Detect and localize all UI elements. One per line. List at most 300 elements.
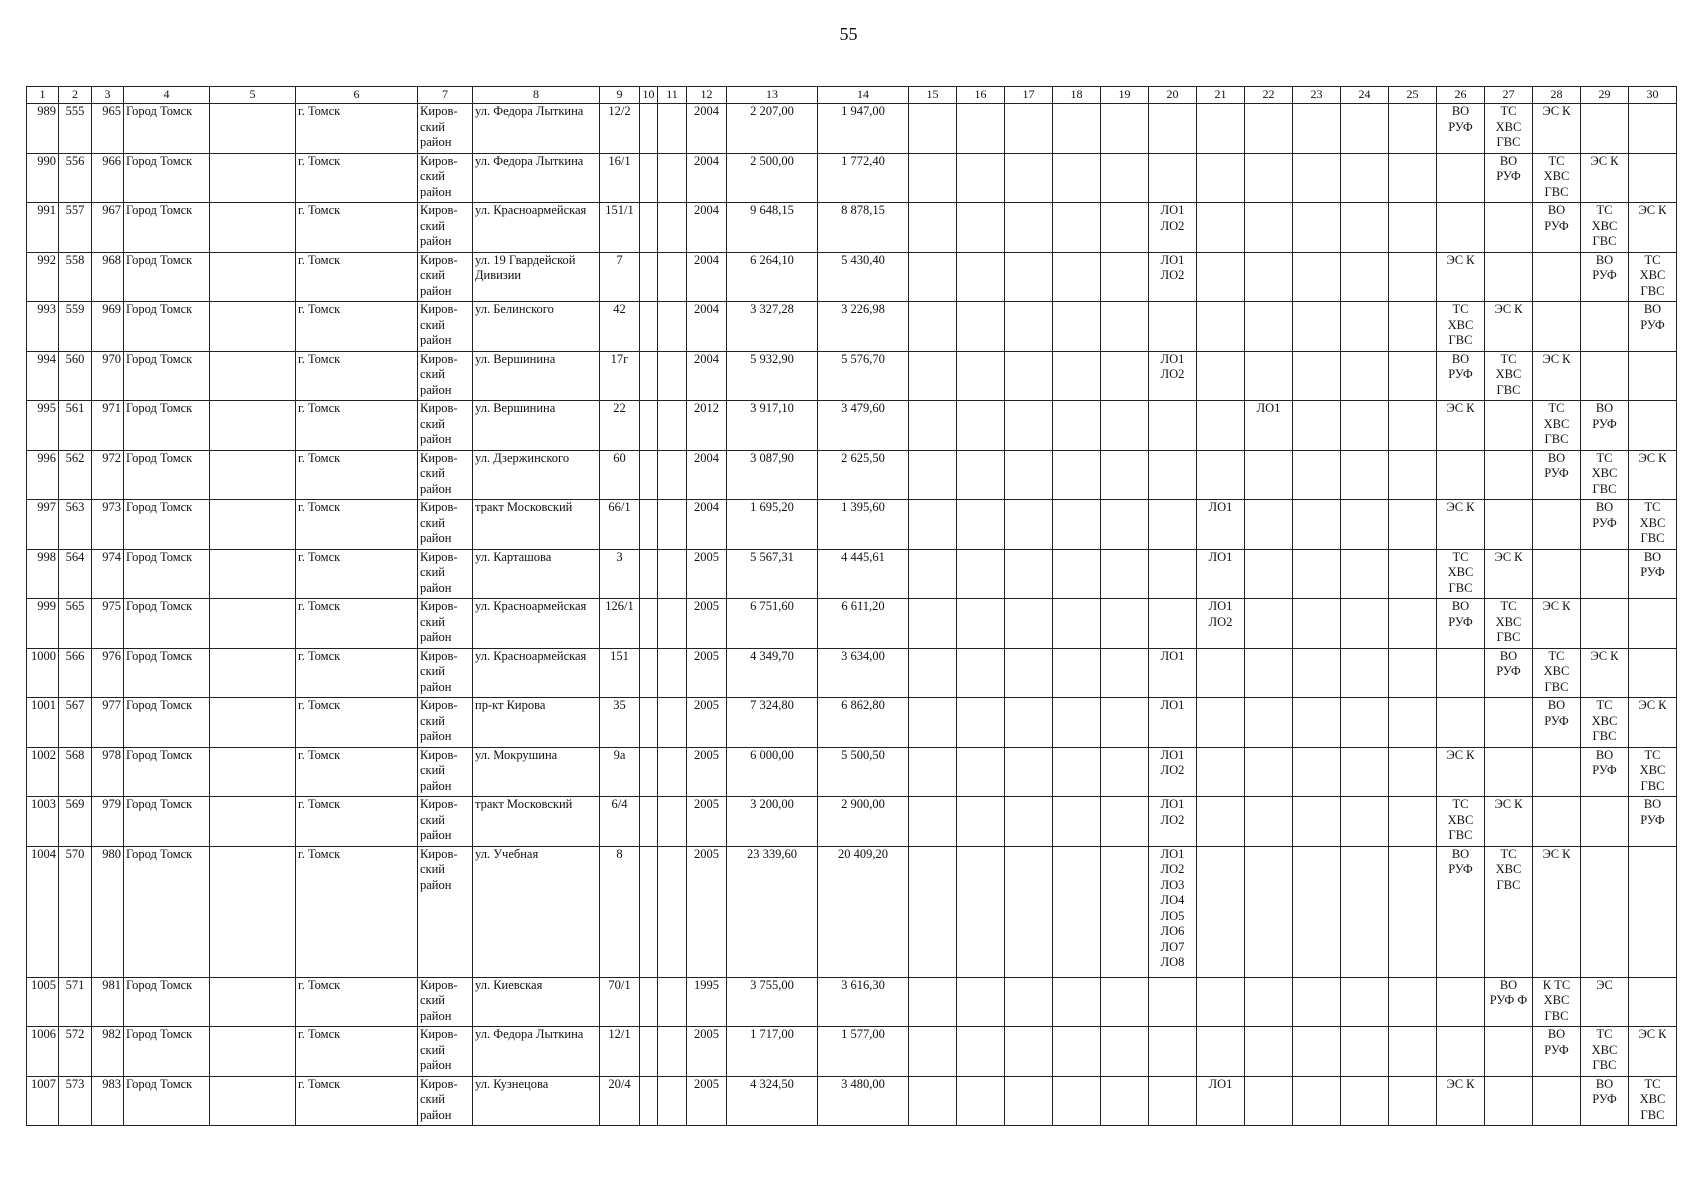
- cell-col-17: [1005, 500, 1053, 550]
- cell-col-10: [640, 648, 658, 698]
- cell-col-30: ТС ХВС ГВС: [1629, 1076, 1677, 1126]
- cell-col-23: [1293, 599, 1341, 649]
- cell-col-4: Город Томск: [124, 302, 210, 352]
- cell-col-10: [640, 1027, 658, 1077]
- cell-col-30: ТС ХВС ГВС: [1629, 252, 1677, 302]
- cell-col-19: [1101, 846, 1149, 977]
- cell-col-20: ЛО1 ЛО2: [1149, 252, 1197, 302]
- cell-col-19: [1101, 203, 1149, 253]
- cell-col-26: ВО РУФ: [1437, 599, 1485, 649]
- cell-col-27: ЭС К: [1485, 302, 1533, 352]
- cell-col-11: [658, 252, 687, 302]
- cell-col-15: [909, 1076, 957, 1126]
- cell-col-16: [957, 401, 1005, 451]
- column-header-18: 18: [1053, 87, 1101, 104]
- cell-col-27: [1485, 450, 1533, 500]
- cell-col-25: [1389, 846, 1437, 977]
- cell-col-5: [210, 203, 296, 253]
- cell-col-1: 990: [27, 153, 59, 203]
- cell-col-20: [1149, 401, 1197, 451]
- cell-col-4: Город Томск: [124, 599, 210, 649]
- cell-col-28: [1533, 252, 1581, 302]
- cell-col-25: [1389, 450, 1437, 500]
- cell-col-24: [1341, 977, 1389, 1027]
- cell-col-7: Киров- ский район: [418, 797, 473, 847]
- column-header-8: 8: [473, 87, 600, 104]
- cell-col-23: [1293, 203, 1341, 253]
- cell-col-24: [1341, 747, 1389, 797]
- cell-col-9: 35: [600, 698, 640, 748]
- cell-col-23: [1293, 648, 1341, 698]
- cell-col-1: 997: [27, 500, 59, 550]
- cell-col-3: 977: [92, 698, 124, 748]
- cell-col-11: [658, 1076, 687, 1126]
- cell-col-11: [658, 977, 687, 1027]
- cell-col-8: ул. Дзержинского: [473, 450, 600, 500]
- cell-col-29: [1581, 599, 1629, 649]
- cell-col-15: [909, 500, 957, 550]
- cell-col-30: ВО РУФ: [1629, 549, 1677, 599]
- cell-col-21: [1197, 302, 1245, 352]
- cell-col-3: 965: [92, 104, 124, 154]
- cell-col-13: 6 264,10: [727, 252, 818, 302]
- cell-col-20: [1149, 599, 1197, 649]
- cell-col-18: [1053, 599, 1101, 649]
- cell-col-8: ул. Мокрушина: [473, 747, 600, 797]
- cell-col-14: 20 409,20: [818, 846, 909, 977]
- cell-col-9: 60: [600, 450, 640, 500]
- cell-col-21: [1197, 698, 1245, 748]
- cell-col-15: [909, 450, 957, 500]
- column-header-27: 27: [1485, 87, 1533, 104]
- cell-col-12: 2005: [687, 1076, 727, 1126]
- cell-col-24: [1341, 648, 1389, 698]
- cell-col-23: [1293, 977, 1341, 1027]
- table-row: [27, 1027, 1677, 1077]
- cell-col-10: [640, 104, 658, 154]
- cell-col-30: [1629, 846, 1677, 977]
- column-header-22: 22: [1245, 87, 1293, 104]
- column-header-24: 24: [1341, 87, 1389, 104]
- cell-col-29: [1581, 104, 1629, 154]
- cell-col-16: [957, 977, 1005, 1027]
- cell-col-4: Город Томск: [124, 648, 210, 698]
- cell-col-8: ул. Киевская: [473, 977, 600, 1027]
- cell-col-22: [1245, 599, 1293, 649]
- cell-col-23: [1293, 549, 1341, 599]
- cell-col-17: [1005, 846, 1053, 977]
- cell-col-29: ЭС К: [1581, 648, 1629, 698]
- cell-col-16: [957, 302, 1005, 352]
- cell-col-13: 2 500,00: [727, 153, 818, 203]
- cell-col-26: ЭС К: [1437, 500, 1485, 550]
- cell-col-8: ул. Федора Лыткина: [473, 153, 600, 203]
- cell-col-3: 976: [92, 648, 124, 698]
- cell-col-6: г. Томск: [296, 648, 418, 698]
- cell-col-22: [1245, 500, 1293, 550]
- cell-col-14: 3 226,98: [818, 302, 909, 352]
- cell-col-4: Город Томск: [124, 401, 210, 451]
- cell-col-25: [1389, 1027, 1437, 1077]
- cell-col-23: [1293, 1027, 1341, 1077]
- column-header-11: 11: [658, 87, 687, 104]
- column-header-21: 21: [1197, 87, 1245, 104]
- cell-col-2: 566: [59, 648, 92, 698]
- cell-col-22: [1245, 797, 1293, 847]
- cell-col-16: [957, 599, 1005, 649]
- cell-col-25: [1389, 599, 1437, 649]
- cell-col-19: [1101, 1027, 1149, 1077]
- cell-col-4: Город Томск: [124, 698, 210, 748]
- cell-col-28: ТС ХВС ГВС: [1533, 648, 1581, 698]
- cell-col-13: 1 695,20: [727, 500, 818, 550]
- cell-col-6: г. Томск: [296, 549, 418, 599]
- cell-col-6: г. Томск: [296, 153, 418, 203]
- cell-col-20: [1149, 104, 1197, 154]
- cell-col-5: [210, 797, 296, 847]
- cell-col-15: [909, 549, 957, 599]
- cell-col-1: 1007: [27, 1076, 59, 1126]
- cell-col-30: [1629, 153, 1677, 203]
- cell-col-25: [1389, 401, 1437, 451]
- cell-col-22: [1245, 1027, 1293, 1077]
- cell-col-16: [957, 153, 1005, 203]
- cell-col-29: ВО РУФ: [1581, 252, 1629, 302]
- cell-col-10: [640, 698, 658, 748]
- cell-col-18: [1053, 549, 1101, 599]
- cell-col-14: 6 611,20: [818, 599, 909, 649]
- cell-col-17: [1005, 351, 1053, 401]
- cell-col-11: [658, 549, 687, 599]
- cell-col-13: 2 207,00: [727, 104, 818, 154]
- cell-col-27: [1485, 401, 1533, 451]
- cell-col-27: ТС ХВС ГВС: [1485, 104, 1533, 154]
- cell-col-16: [957, 698, 1005, 748]
- cell-col-9: 9а: [600, 747, 640, 797]
- cell-col-14: 3 480,00: [818, 1076, 909, 1126]
- cell-col-12: 2005: [687, 846, 727, 977]
- cell-col-7: Киров- ский район: [418, 846, 473, 977]
- cell-col-17: [1005, 1027, 1053, 1077]
- cell-col-20: ЛО1: [1149, 648, 1197, 698]
- cell-col-3: 982: [92, 1027, 124, 1077]
- cell-col-5: [210, 599, 296, 649]
- cell-col-4: Город Томск: [124, 977, 210, 1027]
- cell-col-20: ЛО1 ЛО2: [1149, 797, 1197, 847]
- cell-col-18: [1053, 401, 1101, 451]
- cell-col-18: [1053, 252, 1101, 302]
- cell-col-13: 5 932,90: [727, 351, 818, 401]
- table-row: [27, 401, 1677, 451]
- cell-col-19: [1101, 1076, 1149, 1126]
- cell-col-7: Киров- ский район: [418, 698, 473, 748]
- cell-col-28: ВО РУФ: [1533, 450, 1581, 500]
- cell-col-24: [1341, 1076, 1389, 1126]
- cell-col-30: [1629, 351, 1677, 401]
- cell-col-27: [1485, 698, 1533, 748]
- cell-col-7: Киров- ский район: [418, 401, 473, 451]
- cell-col-8: ул. Красноармейская: [473, 599, 600, 649]
- cell-col-30: ЭС К: [1629, 203, 1677, 253]
- cell-col-20: ЛО1 ЛО2: [1149, 351, 1197, 401]
- cell-col-7: Киров- ский район: [418, 977, 473, 1027]
- column-header-7: 7: [418, 87, 473, 104]
- cell-col-1: 993: [27, 302, 59, 352]
- cell-col-5: [210, 252, 296, 302]
- column-header-26: 26: [1437, 87, 1485, 104]
- cell-col-5: [210, 1076, 296, 1126]
- cell-col-11: [658, 500, 687, 550]
- cell-col-21: ЛО1: [1197, 1076, 1245, 1126]
- cell-col-5: [210, 104, 296, 154]
- cell-col-3: 973: [92, 500, 124, 550]
- cell-col-8: тракт Московский: [473, 797, 600, 847]
- cell-col-3: 968: [92, 252, 124, 302]
- cell-col-23: [1293, 450, 1341, 500]
- cell-col-7: Киров- ский район: [418, 500, 473, 550]
- cell-col-30: ЭС К: [1629, 450, 1677, 500]
- cell-col-3: 974: [92, 549, 124, 599]
- cell-col-16: [957, 351, 1005, 401]
- cell-col-23: [1293, 351, 1341, 401]
- cell-col-9: 12/1: [600, 1027, 640, 1077]
- table-row: [27, 450, 1677, 500]
- cell-col-19: [1101, 351, 1149, 401]
- cell-col-12: 2005: [687, 648, 727, 698]
- cell-col-27: ЭС К: [1485, 797, 1533, 847]
- cell-col-5: [210, 450, 296, 500]
- cell-col-19: [1101, 599, 1149, 649]
- cell-col-8: ул. 19 Гвардейской Дивизии: [473, 252, 600, 302]
- cell-col-17: [1005, 797, 1053, 847]
- cell-col-7: Киров- ский район: [418, 599, 473, 649]
- cell-col-2: 568: [59, 747, 92, 797]
- cell-col-13: 3 200,00: [727, 797, 818, 847]
- cell-col-2: 571: [59, 977, 92, 1027]
- cell-col-19: [1101, 797, 1149, 847]
- cell-col-11: [658, 351, 687, 401]
- cell-col-18: [1053, 698, 1101, 748]
- cell-col-27: ТС ХВС ГВС: [1485, 351, 1533, 401]
- cell-col-18: [1053, 104, 1101, 154]
- cell-col-29: [1581, 302, 1629, 352]
- cell-col-10: [640, 401, 658, 451]
- cell-col-25: [1389, 104, 1437, 154]
- cell-col-17: [1005, 401, 1053, 451]
- column-header-9: 9: [600, 87, 640, 104]
- cell-col-25: [1389, 1076, 1437, 1126]
- cell-col-8: ул. Красноармейская: [473, 203, 600, 253]
- table-row: [27, 252, 1677, 302]
- cell-col-13: 3 327,28: [727, 302, 818, 352]
- cell-col-11: [658, 747, 687, 797]
- column-header-12: 12: [687, 87, 727, 104]
- cell-col-21: [1197, 203, 1245, 253]
- cell-col-9: 22: [600, 401, 640, 451]
- column-header-2: 2: [59, 87, 92, 104]
- cell-col-5: [210, 302, 296, 352]
- cell-col-5: [210, 153, 296, 203]
- cell-col-28: [1533, 302, 1581, 352]
- cell-col-2: 570: [59, 846, 92, 977]
- column-header-14: 14: [818, 87, 909, 104]
- cell-col-23: [1293, 401, 1341, 451]
- cell-col-26: ЭС К: [1437, 401, 1485, 451]
- cell-col-2: 569: [59, 797, 92, 847]
- cell-col-13: 4 324,50: [727, 1076, 818, 1126]
- cell-col-9: 6/4: [600, 797, 640, 847]
- cell-col-22: [1245, 450, 1293, 500]
- cell-col-14: 1 772,40: [818, 153, 909, 203]
- cell-col-6: г. Томск: [296, 846, 418, 977]
- cell-col-1: 1005: [27, 977, 59, 1027]
- cell-col-1: 1000: [27, 648, 59, 698]
- cell-col-7: Киров- ский район: [418, 450, 473, 500]
- cell-col-9: 3: [600, 549, 640, 599]
- cell-col-3: 970: [92, 351, 124, 401]
- cell-col-26: ВО РУФ: [1437, 351, 1485, 401]
- cell-col-19: [1101, 549, 1149, 599]
- cell-col-27: [1485, 252, 1533, 302]
- cell-col-17: [1005, 153, 1053, 203]
- cell-col-6: г. Томск: [296, 747, 418, 797]
- cell-col-10: [640, 599, 658, 649]
- cell-col-25: [1389, 500, 1437, 550]
- cell-col-15: [909, 351, 957, 401]
- cell-col-10: [640, 302, 658, 352]
- cell-col-21: [1197, 450, 1245, 500]
- cell-col-3: 980: [92, 846, 124, 977]
- cell-col-22: [1245, 549, 1293, 599]
- cell-col-24: [1341, 797, 1389, 847]
- cell-col-3: 981: [92, 977, 124, 1027]
- column-header-19: 19: [1101, 87, 1149, 104]
- cell-col-28: [1533, 549, 1581, 599]
- cell-col-26: ВО РУФ: [1437, 104, 1485, 154]
- cell-col-14: 2 900,00: [818, 797, 909, 847]
- cell-col-4: Город Томск: [124, 1076, 210, 1126]
- cell-col-20: [1149, 977, 1197, 1027]
- cell-col-29: ЭС: [1581, 977, 1629, 1027]
- cell-col-12: 2005: [687, 747, 727, 797]
- cell-col-29: [1581, 846, 1629, 977]
- cell-col-20: ЛО1 ЛО2: [1149, 747, 1197, 797]
- cell-col-11: [658, 450, 687, 500]
- cell-col-21: ЛО1: [1197, 500, 1245, 550]
- cell-col-4: Город Томск: [124, 747, 210, 797]
- cell-col-1: 998: [27, 549, 59, 599]
- cell-col-14: 8 878,15: [818, 203, 909, 253]
- cell-col-25: [1389, 797, 1437, 847]
- cell-col-1: 996: [27, 450, 59, 500]
- cell-col-2: 559: [59, 302, 92, 352]
- cell-col-27: ЭС К: [1485, 549, 1533, 599]
- cell-col-11: [658, 153, 687, 203]
- cell-col-22: [1245, 153, 1293, 203]
- cell-col-26: ЭС К: [1437, 252, 1485, 302]
- cell-col-9: 151: [600, 648, 640, 698]
- cell-col-30: ВО РУФ: [1629, 797, 1677, 847]
- column-header-17: 17: [1005, 87, 1053, 104]
- cell-col-9: 42: [600, 302, 640, 352]
- cell-col-28: ЭС К: [1533, 846, 1581, 977]
- cell-col-26: [1437, 698, 1485, 748]
- cell-col-28: ТС ХВС ГВС: [1533, 153, 1581, 203]
- cell-col-19: [1101, 450, 1149, 500]
- cell-col-22: [1245, 747, 1293, 797]
- cell-col-21: [1197, 252, 1245, 302]
- cell-col-14: 2 625,50: [818, 450, 909, 500]
- cell-col-18: [1053, 302, 1101, 352]
- cell-col-12: 2012: [687, 401, 727, 451]
- column-header-28: 28: [1533, 87, 1581, 104]
- cell-col-4: Город Томск: [124, 153, 210, 203]
- cell-col-18: [1053, 797, 1101, 847]
- cell-col-21: ЛО1: [1197, 549, 1245, 599]
- cell-col-12: 1995: [687, 977, 727, 1027]
- cell-col-5: [210, 648, 296, 698]
- cell-col-28: ЭС К: [1533, 104, 1581, 154]
- cell-col-11: [658, 846, 687, 977]
- cell-col-2: 563: [59, 500, 92, 550]
- cell-col-26: ТС ХВС ГВС: [1437, 549, 1485, 599]
- cell-col-15: [909, 698, 957, 748]
- cell-col-6: г. Томск: [296, 500, 418, 550]
- cell-col-8: ул. Карташова: [473, 549, 600, 599]
- cell-col-14: 1 947,00: [818, 104, 909, 154]
- cell-col-19: [1101, 401, 1149, 451]
- cell-col-23: [1293, 846, 1341, 977]
- cell-col-9: 70/1: [600, 977, 640, 1027]
- cell-col-4: Город Томск: [124, 450, 210, 500]
- cell-col-28: ВО РУФ: [1533, 1027, 1581, 1077]
- cell-col-4: Город Томск: [124, 104, 210, 154]
- cell-col-8: ул. Белинского: [473, 302, 600, 352]
- cell-col-17: [1005, 1076, 1053, 1126]
- cell-col-17: [1005, 302, 1053, 352]
- cell-col-27: [1485, 747, 1533, 797]
- cell-col-28: К ТС ХВС ГВС: [1533, 977, 1581, 1027]
- cell-col-11: [658, 599, 687, 649]
- cell-col-15: [909, 104, 957, 154]
- cell-col-4: Город Томск: [124, 1027, 210, 1077]
- cell-col-3: 983: [92, 1076, 124, 1126]
- cell-col-10: [640, 977, 658, 1027]
- cell-col-10: [640, 203, 658, 253]
- cell-col-21: [1197, 401, 1245, 451]
- cell-col-8: ул. Вершинина: [473, 351, 600, 401]
- cell-col-16: [957, 648, 1005, 698]
- cell-col-19: [1101, 252, 1149, 302]
- cell-col-23: [1293, 698, 1341, 748]
- cell-col-13: 6 751,60: [727, 599, 818, 649]
- cell-col-17: [1005, 977, 1053, 1027]
- cell-col-20: ЛО1 ЛО2: [1149, 203, 1197, 253]
- cell-col-2: 567: [59, 698, 92, 748]
- cell-col-9: 16/1: [600, 153, 640, 203]
- cell-col-18: [1053, 1027, 1101, 1077]
- cell-col-2: 557: [59, 203, 92, 253]
- cell-col-10: [640, 450, 658, 500]
- cell-col-30: [1629, 648, 1677, 698]
- table-row: [27, 648, 1677, 698]
- cell-col-23: [1293, 1076, 1341, 1126]
- cell-col-23: [1293, 153, 1341, 203]
- cell-col-24: [1341, 153, 1389, 203]
- cell-col-18: [1053, 846, 1101, 977]
- cell-col-26: ТС ХВС ГВС: [1437, 797, 1485, 847]
- cell-col-19: [1101, 698, 1149, 748]
